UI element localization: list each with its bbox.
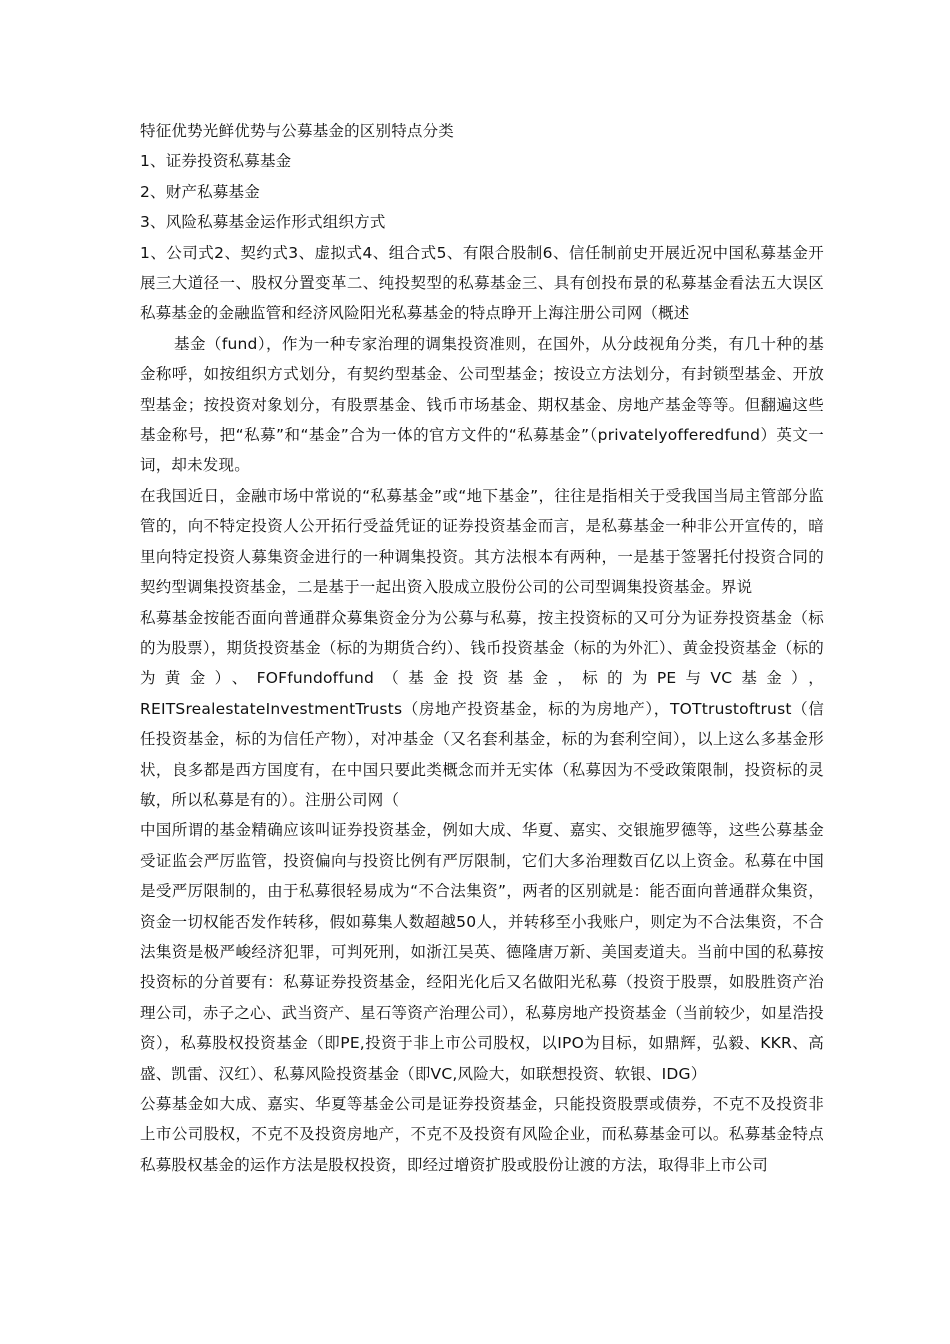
paragraph-public-vs-private: 公募基金如大成、嘉实、华夏等基金公司是证券投资基金，只能投资股票或债券，不克不及投资非上市公司股权，不克不及投资房地产，不克不及投资有风险企业，而私募基金可以。私募基金特点私募股权基金的运作方法是股权投资，即经过增资扩股或股份让渡的方法，取得非上市公司 bbox=[140, 1095, 824, 1174]
list-item-2: 2、财产私募基金 bbox=[140, 182, 260, 201]
document-body bbox=[140, 116, 824, 1180]
paragraph-fund-types: 私募基金按能否面向普通群众募集资金分为公募与私募，按主投资标的又可分为证券投资基金（标的为股票），期货投资基金（标的为期货合约）、钱币投资基金（标的为外汇）、黄金投资基金（标的为黄金）、FOFfundoffund（基金投资基金，标的为PE与VC基金），REITSrealestateInvestmentTrusts（房地产投资基金，标的为房地产），TOTtrustoftrust（信任投资基金，标的为信任产物），对冲基金（又名套利基金，标的为套利空间），以上这么多基金形状，良多都是西方国度有，在中国只要此类概念而并无实体（私募因为不受政策限制，投资标的灵敏，所以私募是有的）。注册公司网（ bbox=[140, 608, 824, 809]
paragraph-china-private-funds: 中国所谓的基金精确应该叫证券投资基金，例如大成、华夏、嘉实、交银施罗德等，这些公募基金受证监会严厉监管，投资偏向与投资比例有严厉限制，它们大多治理数百亿以上资金。私募在中国是受严厉限制的，由于私募很轻易成为“不合法集资”，两者的区别就是：能否面向普通群众集资，资金一切权能否发作转移，假如募集人数超越50人，并转移至小我账户，则定为不合法集资，不合法集资是极严峻经济犯罪，可判死刑，如浙江吴英、德隆唐万新、美国麦道夫。当前中国的私募按投资标的分首要有：私募证券投资基金，经阳光化后又名做阳光私募（投资于股票，如股胜资产治理公司，赤子之心、武当资产、星石等资产治理公司），私募房地产投资基金（当前较少，如星浩投资），私募股权投资基金（即PE,投资于非上市公司股权，以IPO为目标，如鼎辉，弘毅、KKR、高盛、凯雷、汉红）、私募风险投资基金（即VC,风险大，如联想投资、软银、IDG） bbox=[140, 821, 824, 1083]
list-item-3: 3、风险私募基金运作形式组织方式 bbox=[140, 213, 386, 232]
heading-line: 特征优势光鲜优势与公募基金的区别特点分类 bbox=[140, 122, 455, 140]
paragraph-organization-forms: 1、公司式2、契约式3、虚拟式4、组合式5、有限合股制6、信任制前史开展近况中国私募基金开展三大道径一、股权分置变革二、纯投契型的私募基金三、具有创投布景的私募基金看法五大误区私募基金的金融监管和经济风险阳光私募基金的特点睁开上海注册公司网（概述 bbox=[140, 243, 824, 323]
paragraph-definition: 在我国近日，金融市场中常说的“私募基金”或“地下基金”，往往是指相关于受我国当局主管部分监管的，向不特定投资人公开拓行受益凭证的证券投资基金而言，是私募基金一种非公开宣传的，暗里向特定投资人募集资金进行的一种调集投资。其方法根本有两种，一是基于签署托付投资合同的契约型调集投资基金，二是基于一起出资入股成立股份公司的公司型调集投资基金。界说 bbox=[140, 486, 824, 597]
paragraph-fund-overview: 基金（fund），作为一种专家治理的调集投资准则，在国外，从分歧视角分类，有几十种的基金称呼，如按组织方式划分，有契约型基金、公司型基金；按设立方法划分，有封锁型基金、开放型基金；按投资对象划分，有股票基金、钱币市场基金、期权基金、房地产基金等等。但翻遍这些基金称号，把“私募”和“基金”合为一体的官方文件的“私募基金”（privatelyofferedfund）英文一词，却未发现。 bbox=[140, 334, 824, 475]
list-item-1: 1、证券投资私募基金 bbox=[140, 152, 292, 171]
